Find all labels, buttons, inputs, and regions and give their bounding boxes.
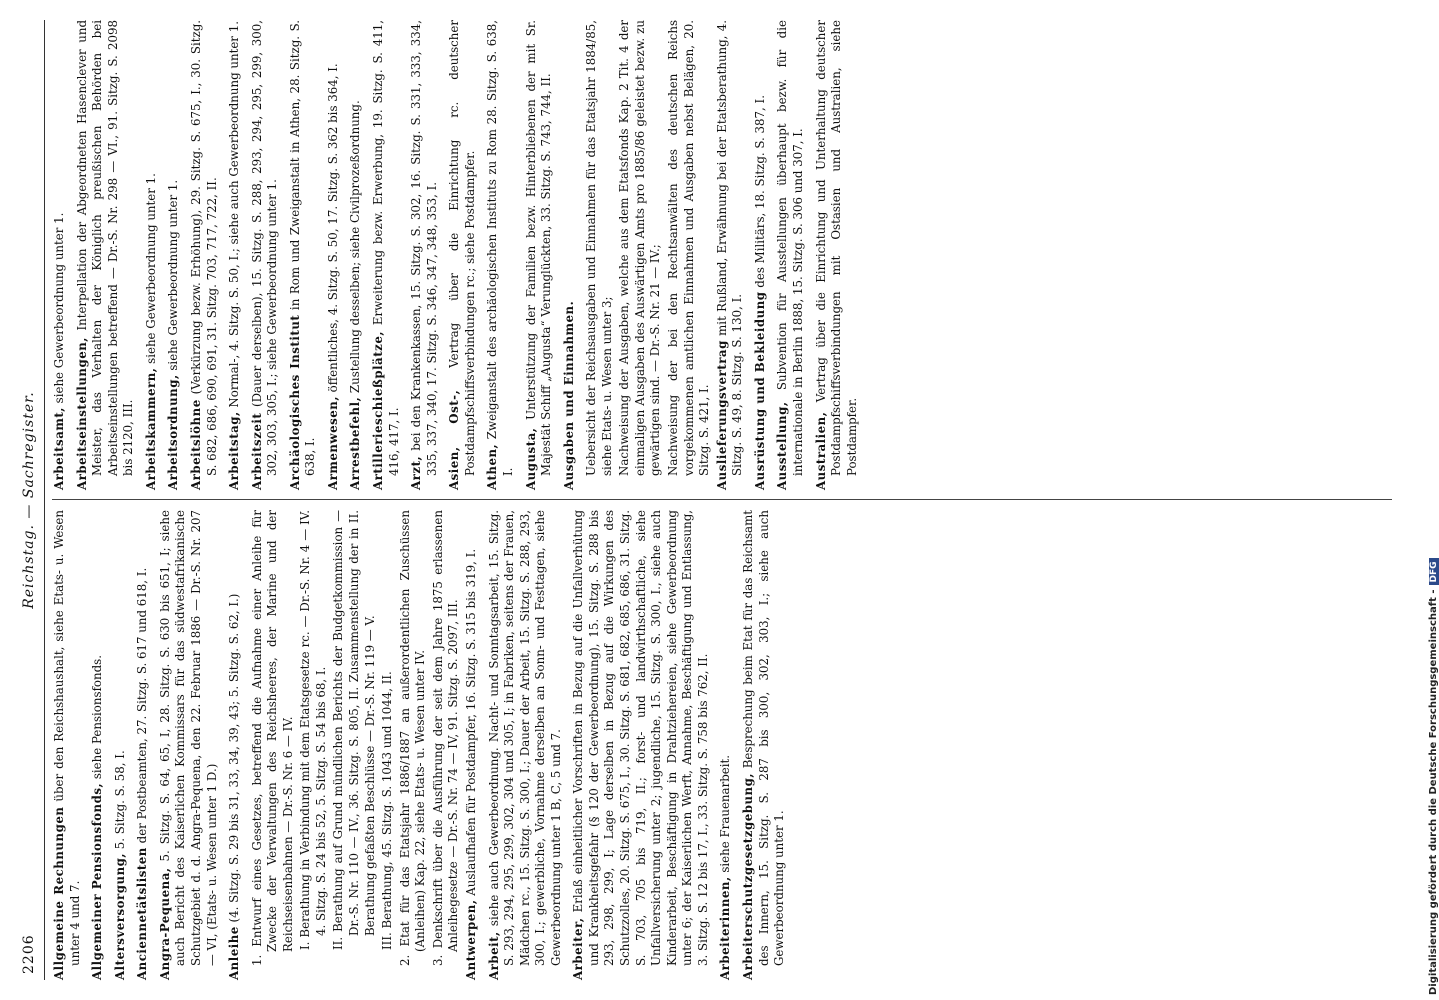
entry-keyword: Arbeiterschutzgesetzgebung, [740,773,755,980]
entry-text: des Militärs, 18. Sitzg. S. 387, I. [752,95,767,292]
entry-keyword: Arbeitstag, [227,411,242,490]
right-column [52,20,867,490]
dfg-logo: DFG [1429,558,1439,585]
entry-text: in Rom und Zweiganstalt in Athen, 28. Sitzg. S. 638, I. [287,20,318,476]
entry-keyword: Ausrüstung und Bekleidung [752,291,767,490]
register-paragraph: Nachweisung der Ausgaben, welche aus dem Etatsfonds Kap. 2 Tit. 4 der einmaligen Ausgaben des Auswärtigen Amts pro 1885/86 geleistet bezw. zu gewärtigen sind. — Dr.-S. Nr. 21 — IV.; [617,20,663,476]
register-entry [113,510,129,980]
register-entry [348,20,364,490]
register-entry [75,20,137,490]
entry-keyword: Altersversorgung, [112,852,127,980]
digitization-footer [1404,0,1439,1000]
entry-keyword: Arbeitskammern, [143,367,158,490]
running-header [18,20,45,980]
entry-text: Zweiganstalt des archäologischen Instituts zu Rom 28. Sitzg. S. 638, I. [485,20,515,476]
register-subsubentry: I. Berathung in Verbindung mit dem Etatsgesetze rc. — Dr.-S. Nr. 4 — IV. 4. Sitzg. S. 24 bis 52, 5. Sitzg. S. 54 bis 68, I. [298,510,328,950]
entry-keyword: Auslieferungsvertrag [714,340,729,490]
register-entry [227,20,243,490]
register-entry [814,20,861,490]
register-entry [371,20,402,490]
entry-keyword: Armenwesen, [325,396,340,490]
register-entry [718,510,734,980]
entry-text: Unterstützung der Familien bezw. Hinterbliebenen der mit Sr. Majestät Schiff „Augusta“ Verunglückten, 33. Sitzg. S. 743, 744, II. [523,20,554,476]
entry-text: siehe auch Gewerbeordnung. Nacht- und Sonntagsarbeit, 15. Sitzg. S. 293, 294, 295, 299, 302, 304 und 305, I; in Fabriken, seitens der Frauen, Mädchen rc., 15. Sitzg. S. 300, I.; Dauer der Arbeit, 15. Sitzg. S. 288, 293, 300, I.; gewerbliche, Vornahme derselben an Sonn- und Festtagen, siehe Gewerbeordnung unter 1 B, C, 5 und 7. [486,510,563,966]
entry-keyword: Antwerpen, [463,899,478,980]
register-entry [90,510,106,980]
entry-text: siehe Gewerbeordnung unter 1. [166,179,181,375]
entry-text: Vertrag über die Einrichtung und Unterhaltung deutscher Postdampfschiffsverbindungen mit Ostasien und Australien, siehe Postdampfer. [813,20,859,476]
register-entry [52,20,68,490]
register-entry [715,20,746,490]
entry-keyword: Anciennetätslisten [135,847,150,980]
register-subentry: 3. Denkschrift über die Ausführung der seit dem Jahre 1875 erlassenen Anleihegesetze — Dr.-S. Nr. 74 — IV, 91. Sitzg. S. 2097, III. [430,510,461,966]
register-entry [487,510,565,980]
rotated-register-page [18,20,1403,980]
register-entry [288,20,319,490]
register-entry [447,20,478,490]
entry-keyword: Australien, [813,411,828,490]
page-number: 2206 [21,934,37,974]
entry-keyword: Arzt, [409,455,424,490]
entry-text: öffentliches, 4. Sitzg. S. 50, 17. Sitzg. S. 362 bis 364, I. [325,63,340,397]
entry-keyword: Athen, [485,443,500,490]
register-entry [571,510,711,980]
register-entry [166,20,182,490]
register-subsubentry: III. Berathung, 45. Sitzg. S. 1043 und 1044, II. [380,671,395,950]
entry-text: Besprechung beim Etat für das Reichsamt des Innern, 15. Sitzg. S. 287 bis 300, 302, 303, I.; siehe auch Gewerbeordnung unter 1. [740,510,787,966]
entry-keyword: Angra-Pequena, [157,867,172,980]
register-paragraph: Uebersicht der Reichsausgaben und Einnahmen für das Etatsjahr 1884/85, siehe Etats- u. Wesen unter 3; [584,20,614,476]
entry-text: mit Rußland, Erwähnung bei der Etatsberathung, 4. Sitzg. S. 49, 8. Sitzg. S. 130, I. [714,20,745,476]
register-paragraph: Nachweisung der bei den Rechtsanwälten des deutschen Reichs vorgekommenen amtlichen Einnahmen und Ausgaben nebst Belägen, 20. Sitzg. S. 421, I. [666,20,712,476]
register-subsubentry: II. Berathung auf Grund mündlichen Berichts der Budgetkommission — Dr.-S. Nr. 110 — IV., 36. Sitzg. S. 805, II. Zusammenstellung der in II. Berathung gefaßten Beschlüsse — Dr.-S. Nr. 119 — V. [331,510,377,950]
digitization-note: Digitalisierung gefördert durch die Deutsche Forschungsgemeinschaft - [1428,589,1439,995]
register-entry [464,510,480,980]
register-subentry: 2. Etat für das Etatsjahr 1886/1887 an außerordentlichen Zuschüssen (Anleihen) Kap. 22, siehe Etats- u. Wesen unter IV. [397,510,428,966]
entry-keyword: Arbeitseinstellungen, [74,337,89,490]
entry-text: 5. Sitzg. S. 64, 65, I, 28. Sitzg. S. 630 bis 651, I; siehe auch Bericht des Kaiserlichen Kommissars für das südwestafrikanische Schutzgebiet d. d. Angra-Pequena, den 22. Februar 1886 — Dr.-S. Nr. 207 — VI, (Etats- u. Wesen unter 1 D.) [157,510,219,966]
register-entry [52,510,83,980]
entry-keyword: Arrestbefehl, [348,396,363,490]
entry-text: Zustellung desselben; siehe Civilprozeßordnung. [348,100,363,397]
register-entry [135,510,151,980]
entry-text: Auslaufhafen für Postdampfer, 16. Sitzg. S. 315 bis 319, I. [463,548,478,900]
entry-text: siehe Gewerbeordnung unter 1. [52,212,66,408]
entry-keyword: Arbeit, [486,931,501,980]
entry-text: Normal-, 4. Sitzg. S. 50, I.; siehe auch Gewerbeordnung unter 1. [227,21,242,412]
entry-text: siehe Pensionsfonds. [90,655,105,783]
entry-text: bei den Krankenkassen, 15. Sitzg. S. 302, 16. Sitzg. S. 331, 333, 334, 335, 337, 340, 17. Sitzg. S. 346, 347, 348, 353, I. [409,20,439,476]
entry-text: Interpellation der Abgeordneten Hasenclever und Meister, das Verhalten der Königlich preußischen Behörden bei Arbeitseinstellungen betreffend — Dr.-S. Nr. 298 — VI., 91. Sitzg. S. 2098 bis 2120, III. [74,20,136,476]
entry-text: der Postbeamten, 27. Sitzg. S. 617 und 618, I. [135,567,150,848]
entry-keyword: Arbeitsamt, [52,407,66,490]
entry-text: Erweiterung bezw. Erwerbung, 19. Sitzg. S. 411, 416, 417, I. [371,20,401,476]
entry-text: Erlaß einheitlicher Vorschriften in Bezug auf die Unfallverhütung und Krankheitsgefahr (§ 120 der Gewerbeordnung), 15. Sitzg. S. 288 bis 293, 298, 299, I; Lage derselben in Bezug auf die Wirkungen des Schutzzolles, 20. Sitzg. S. 675, I., 30. Sitzg. S. 681, 682, 685, 686, 31. Sitzg. S. 703, 705 bis 719, II.; forst- und landwirthschaftliche, siehe Unfallversicherung unter 2; jugendliche, 15. Sitzg. S. 300, I., siehe auch Kinderarbeit, Beschäftigung in Drahtziehereien, siehe Gewerbeordnung unter 6; der Kaiserlichen Werft, Annahme, Beschäftigung und Entlassung, 3. Sitzg. S. 12 bis 17, I., 33. Sitzg. S. 758 bis 762, II. [571,510,710,966]
register-entry [409,20,440,490]
page-title: Reichstag. — Sachregister. [21,391,37,609]
entry-text: (4. Sitzg. S. 29 bis 31, 33, 34, 39, 43; 5. Sitzg. S. 62, I.) [227,593,242,927]
entry-text: siehe Frauenarbeit. [718,755,733,877]
entry-keyword: Arbeiterinnen, [718,876,733,980]
entry-text: Subvention für Ausstellungen überhaupt bezw. für die internationale in Berlin 1888, 15. Sitzg. S. 306 und 307, I. [775,20,805,476]
register-entry [326,20,342,490]
entry-keyword: Arbeitsordnung, [166,374,181,490]
entry-keyword: Anleihe [227,926,242,980]
register-entry [158,510,220,980]
register-entry [753,20,769,490]
entry-keyword: Archäologisches Institut [287,314,302,490]
entry-keyword: Allgemeiner Pensionsfonds, [90,782,105,980]
entry-keyword: Artillerieschießplätze, [371,331,385,490]
register-entry [775,20,806,490]
entry-text: (Dauer derselben), 15. Sitzg. S. 288, 293, 294, 295, 299, 300, 302, 303, 305, I.; siehe Gewerbeordnung unter 1. [249,20,280,476]
entry-keyword: Arbeitslöhne [188,399,203,490]
left-column [52,510,795,980]
register-entry [144,20,160,490]
register-entry [227,510,243,980]
entry-text: siehe Gewerbeordnung unter 1. [143,173,158,368]
entry-keyword: Ausstellung, [775,401,790,490]
register-entry [741,510,788,980]
entry-text: Vertrag über die Einrichtung rc. deutscher Postdampfschiffsverbindungen rc.; siehe Postdampfer. [447,20,477,476]
register-entry [250,20,281,490]
entry-keyword: Asien, Ost-, [447,389,462,490]
entry-text: 5. Sitzg. S. 58, I. [112,750,127,853]
entry-keyword: Arbeiter, [571,917,586,980]
register-entry [562,20,578,490]
register-entry [485,20,516,490]
entry-keyword: Arbeitszeit [249,412,264,490]
entry-keyword: Ausgaben und Einnahmen. [561,300,576,490]
register-subentry: 1. Entwurf eines Gesetzes, betreffend die Aufnahme einer Anleihe für Zwecke der Verwaltungen des Reichsheeres, der Marine und der Reichseisenbahnen — Dr.-S. Nr. 6 — IV. [249,510,295,966]
entry-keyword: Allgemeine Rechnungen [52,806,66,980]
column-divider [52,499,1392,500]
entry-text: (Verkürzung bezw. Erhöhung), 29. Sitzg. S. 675, I., 30. Sitzg. S. 682, 686, 690, 691, 31. Sitzg. 703, 717, 722, II. [188,20,219,476]
register-entry [524,20,555,490]
entry-text: über den Reichshaushalt, siehe Etats- u. Wesen unter 4 und 7. [52,510,82,966]
entry-keyword: Augusta, [523,427,538,490]
register-entry [189,20,220,490]
